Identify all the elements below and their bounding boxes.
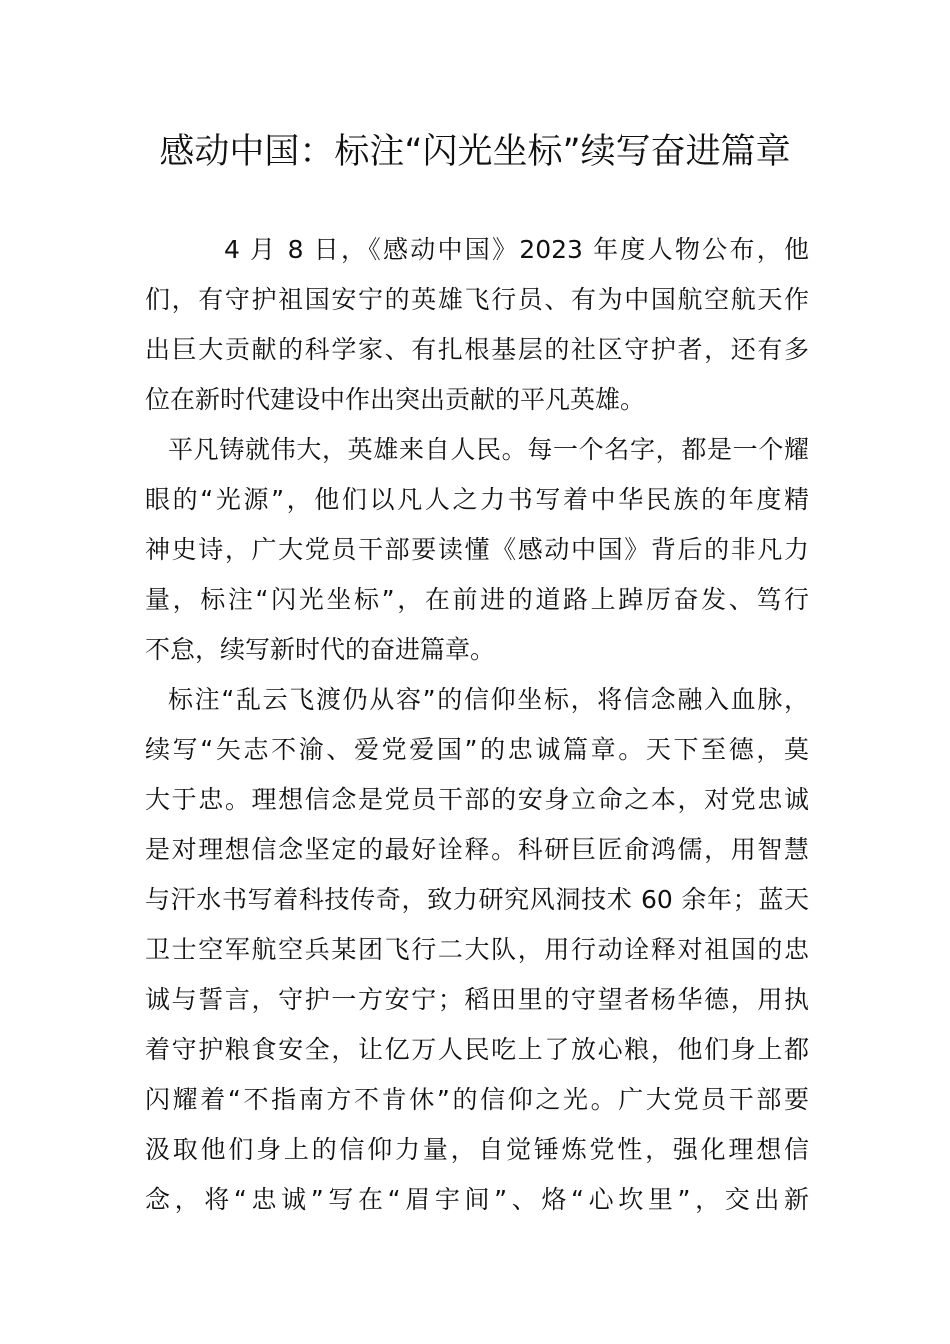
paragraph-3-line-7: 诚与誓言，守护一方安宁；稻田里的守望者杨华德，用执: [145, 985, 809, 1014]
paragraph-2-line-2: 眼的“光源”，他们以凡人之力书写着中华民族的年度精: [145, 485, 809, 514]
paragraph-1-line-4: 位在新时代建设中作出突出贡献的平凡英雄。: [145, 385, 646, 414]
paragraph-3-line-2: 续写“矢志不渝、爱党爱国”的忠诚篇章。天下至德，莫: [145, 735, 809, 764]
paragraph-3-line-4: 是对理想信念坚定的最好诠释。科研巨匠俞鸿儒，用智慧: [145, 835, 809, 864]
paragraph-3-line-6: 卫士空军航空兵某团飞行二大队，用行动诠释对祖国的忠: [145, 935, 809, 964]
paragraph-3-line-1: 标注“乱云飞渡仍从容”的信仰坐标，将信念融入血脉，: [168, 685, 809, 714]
paragraph-2-line-4: 量，标注“闪光坐标”，在前进的道路上踔厉奋发、笃行: [145, 585, 809, 614]
paragraph-3-line-11: 念，将“忠诚”写在“眉宇间”、烙“心坎里”，交出新: [145, 1185, 809, 1214]
paragraph-1-line-3: 出巨大贡献的科学家、有扎根基层的社区守护者，还有多: [145, 335, 809, 364]
paragraph-1-line-1: 4 月 8 日，《感动中国》2023 年度人物公布，他: [224, 235, 809, 264]
document-title: 感动中国：标注“闪光坐标”续写奋进篇章: [159, 132, 791, 172]
paragraph-3-line-10: 汲取他们身上的信仰力量，自觉锤炼党性，强化理想信: [145, 1135, 809, 1164]
paragraph-3-line-5: 与汗水书写着科技传奇，致力研究风洞技术 60 余年；蓝天: [145, 885, 809, 914]
paragraph-2-line-1: 平凡铸就伟大，英雄来自人民。每一个名字，都是一个耀: [168, 435, 809, 464]
paragraph-2-line-5: 不怠，续写新时代的奋进篇章。: [145, 635, 496, 664]
paragraph-3-line-9: 闪耀着“不指南方不肯休”的信仰之光。广大党员干部要: [145, 1085, 809, 1114]
paragraph-2-line-3: 神史诗，广大党员干部要读懂《感动中国》背后的非凡力: [145, 535, 809, 564]
paragraph-3-line-8: 着守护粮食安全，让亿万人民吃上了放心粮，他们身上都: [145, 1035, 809, 1064]
paragraph-1-line-2: 们，有守护祖国安宁的英雄飞行员、有为中国航空航天作: [145, 285, 809, 314]
paragraph-3-line-3: 大于忠。理想信念是党员干部的安身立命之本，对党忠诚: [145, 785, 809, 814]
